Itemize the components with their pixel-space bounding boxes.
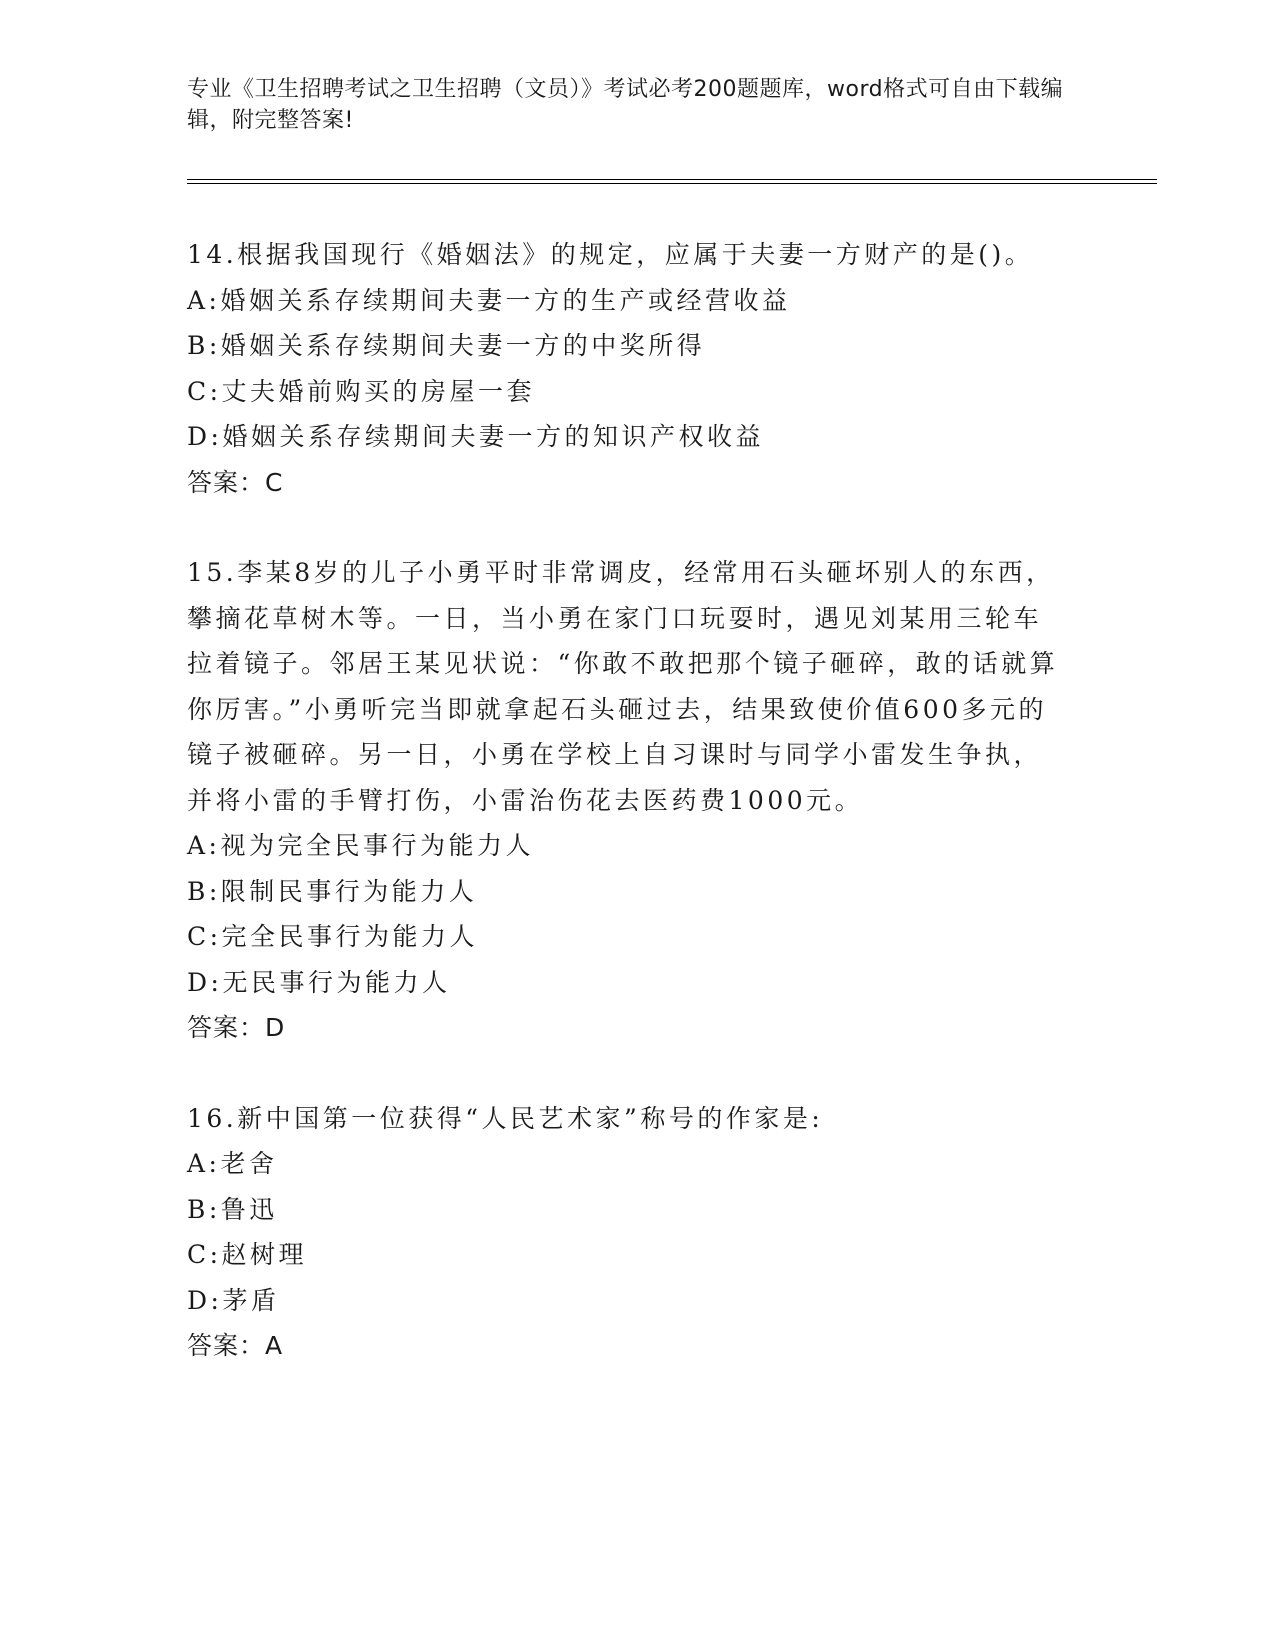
question-14 xyxy=(187,232,1067,505)
question-16 xyxy=(187,1096,1067,1369)
option-c: C:完全民事行为能力人 xyxy=(187,922,479,951)
answer-line: 答案：A xyxy=(187,1331,284,1360)
answer-line: 答案：D xyxy=(187,1013,286,1042)
option-c: C:丈夫婚前购买的房屋一套 xyxy=(187,376,536,406)
option-d: D:无民事行为能力人 xyxy=(187,967,451,997)
question-15 xyxy=(187,550,1067,1051)
option-b: B:鲁迅 xyxy=(187,1194,278,1224)
option-b: B:婚姻关系存续期间夫妻一方的中奖所得 xyxy=(187,331,706,360)
option-a: A:视为完全民事行为能力人 xyxy=(187,831,534,860)
question-stem: 15.李某8岁的儿子小勇平时非常调皮，经常用石头砸坏别人的东西，攀摘花草树木等。一日，当小勇在家门口玩耍时，遇见刘某用三轮车拉着镜子。邻居王某见状说：“你敢不敢把那个镜子砸碎，敢的话就算你厉害。”小勇听完当即就拿起石头砸过去，结果致使价值600多元的镜子被砸碎。另一日，小勇在学校上自习课时与同学小雷发生争执，并将小雷的手臂打伤，小雷治伤花去医药费1000元。 xyxy=(187,558,1059,815)
answer-line: 答案：C xyxy=(187,467,284,497)
option-a: A:婚姻关系存续期间夫妻一方的生产或经营收益 xyxy=(187,285,791,315)
question-stem: 16.新中国第一位获得“人民艺术家”称号的作家是: xyxy=(187,1103,824,1133)
document-header: 专业《卫生招聘考试之卫生招聘（文员）》考试必考200题题库，word格式可自由下载编辑，附完整答案! xyxy=(187,77,1064,133)
question-gap xyxy=(187,505,1067,550)
option-d: D:婚姻关系存续期间夫妻一方的知识产权收益 xyxy=(187,422,764,451)
question-stem: 14.根据我国现行《婚姻法》的规定，应属于夫妻一方财产的是()。 xyxy=(187,240,1034,269)
header-divider xyxy=(187,179,1157,184)
question-list xyxy=(187,232,1067,1369)
option-d: D:茅盾 xyxy=(187,1285,280,1315)
option-a: A:老舍 xyxy=(187,1149,278,1178)
option-c: C:赵树理 xyxy=(187,1240,308,1269)
option-b: B:限制民事行为能力人 xyxy=(187,876,478,906)
question-gap xyxy=(187,1051,1067,1096)
